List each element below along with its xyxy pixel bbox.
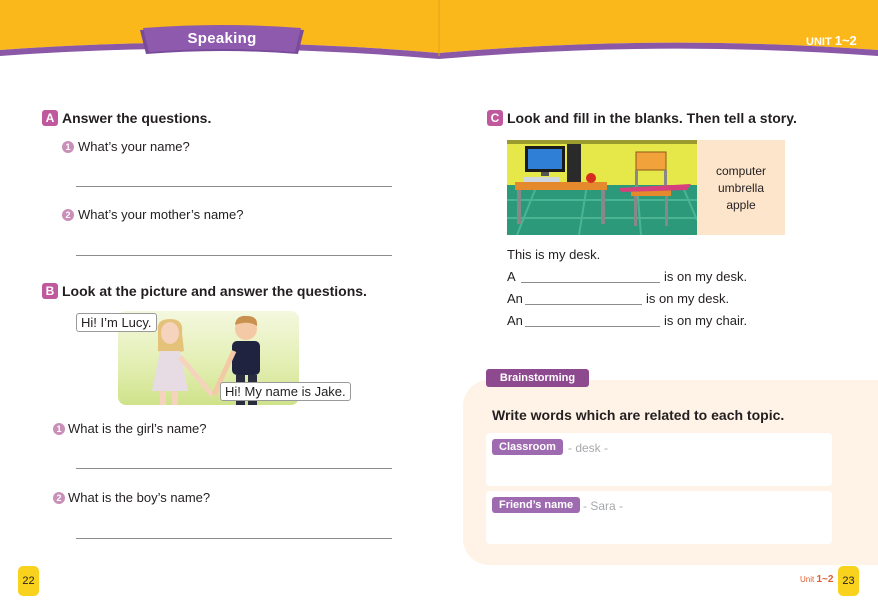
unit-number: 1~2 xyxy=(816,574,834,585)
topic-card-friends-name[interactable] xyxy=(486,491,832,544)
brainstorming-title: Write words which are related to each topic. xyxy=(492,407,785,423)
word-bank-item: umbrella xyxy=(717,181,765,195)
blank-suffix: is on my desk. xyxy=(646,291,730,306)
topic-card-classroom[interactable] xyxy=(486,433,832,486)
question-number: 2 xyxy=(62,209,74,221)
unit-prefix: Unit xyxy=(800,575,815,584)
word-bank-item: computer xyxy=(715,164,767,178)
question-text: What’s your name? xyxy=(78,139,190,154)
answer-line[interactable] xyxy=(76,468,392,469)
blank-suffix: is on my desk. xyxy=(664,269,748,284)
unit-number: 1~2 xyxy=(834,33,857,48)
word-bank xyxy=(697,140,785,235)
blank-suffix: is on my chair. xyxy=(664,313,748,328)
classroom-desk-picture xyxy=(507,140,697,235)
fill-blank-line[interactable] xyxy=(525,326,660,327)
section-b-badge: B xyxy=(42,283,58,299)
question-number: 1 xyxy=(62,141,74,153)
section-a-badge: A xyxy=(42,110,58,126)
section-c-badge: C xyxy=(487,110,503,126)
section-a-title: Answer the questions. xyxy=(62,110,212,126)
blank-prefix: An xyxy=(507,291,523,306)
topic-label: Classroom xyxy=(492,439,563,455)
blank-prefix: A xyxy=(507,269,516,284)
section-c-title: Look and fill in the blanks. Then tell a story. xyxy=(507,110,797,126)
speech-bubble-boy: Hi! My name is Jake. xyxy=(220,382,351,401)
topic-label: Friend’s name xyxy=(492,497,580,513)
answer-line[interactable] xyxy=(76,538,392,539)
question-text: What is the girl’s name? xyxy=(68,421,207,436)
header-band xyxy=(0,0,878,60)
unit-indicator-top xyxy=(806,33,857,48)
intro-sentence: This is my desk. xyxy=(507,247,601,262)
word-bank-item: apple xyxy=(726,198,756,212)
question-number: 2 xyxy=(53,492,65,504)
question-text: What’s your mother’s name? xyxy=(78,207,244,222)
topic-example: - desk - xyxy=(568,441,609,455)
brainstorming-tab: Brainstorming xyxy=(486,369,589,387)
question-text: What is the boy’s name? xyxy=(68,490,211,505)
section-b-title: Look at the picture and answer the questions. xyxy=(62,283,367,299)
unit-indicator-bottom xyxy=(800,574,833,585)
fill-blank-line[interactable] xyxy=(525,304,642,305)
question-number: 1 xyxy=(53,423,65,435)
unit-prefix: UNIT xyxy=(806,36,832,48)
speech-bubble-girl: Hi! I’m Lucy. xyxy=(76,313,157,332)
topic-example: - Sara - xyxy=(583,499,624,513)
blank-prefix: An xyxy=(507,313,523,328)
answer-line[interactable] xyxy=(76,186,392,187)
page-number-right: 23 xyxy=(838,566,859,596)
fill-blank-line[interactable] xyxy=(521,282,660,283)
answer-line[interactable] xyxy=(76,255,392,256)
page-number-left: 22 xyxy=(18,566,39,596)
section-tab-speaking: Speaking xyxy=(187,30,257,47)
